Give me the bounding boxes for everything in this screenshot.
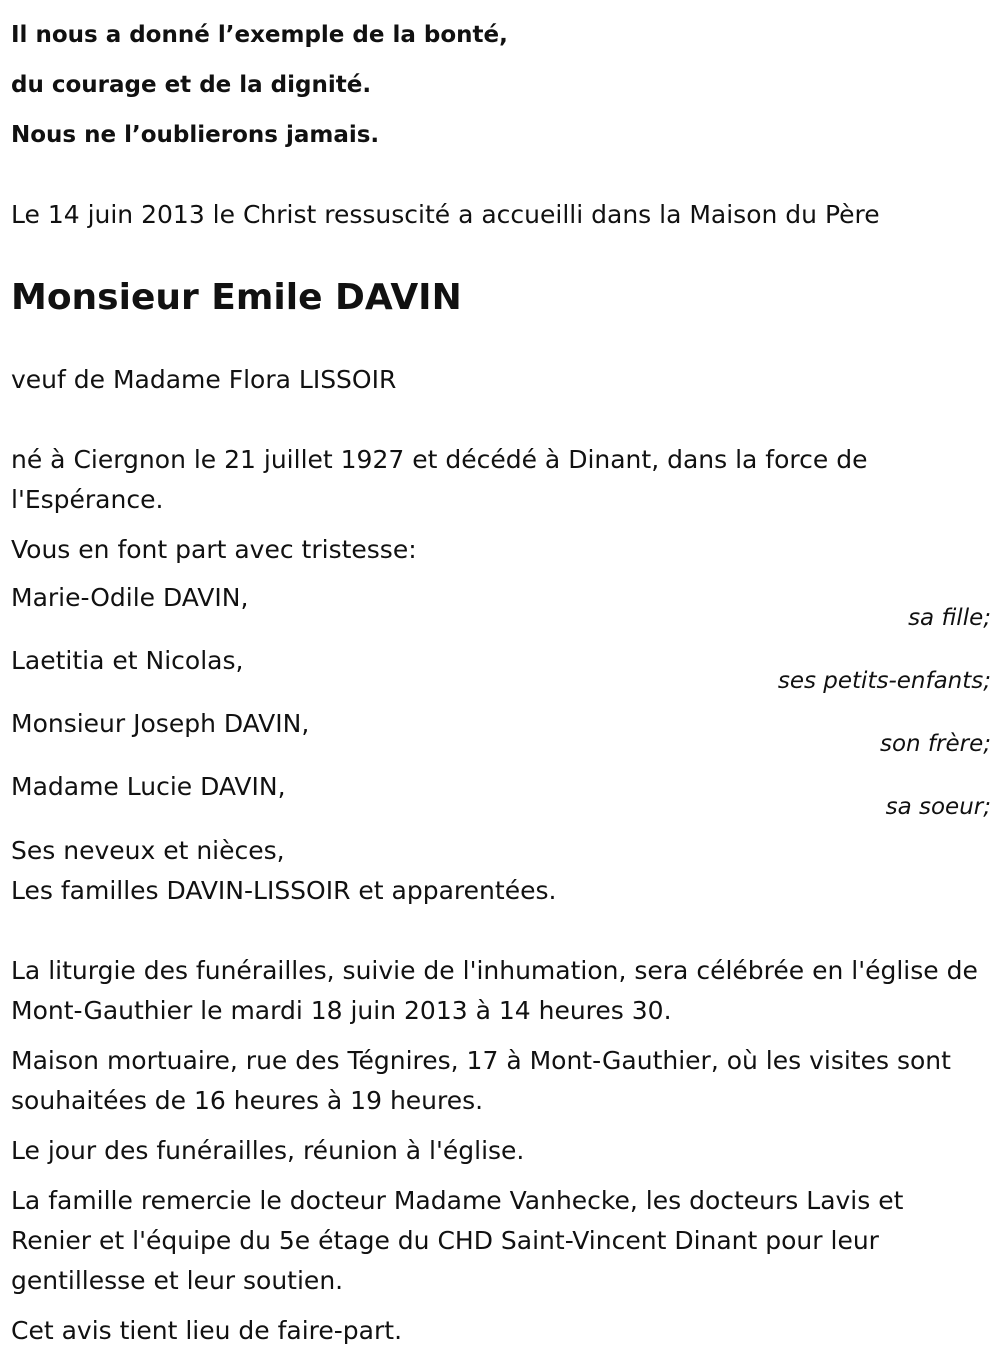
- announcement-text: Vous en font part avec tristesse:: [11, 535, 417, 564]
- epigraph-line: du courage et de la dignité.: [11, 72, 372, 98]
- relative-name: Marie-Odile DAVIN,: [11, 583, 249, 612]
- relative-name: Monsieur Joseph DAVIN,: [11, 709, 310, 738]
- deceased-name: Monsieur Emile DAVIN: [11, 277, 462, 318]
- relative-role: son frère;: [879, 731, 991, 757]
- relative-role: ses petits-enfants;: [777, 668, 991, 694]
- relatives-list: [11, 578, 991, 830]
- relative-entry: [11, 641, 991, 704]
- relative-role: sa fille;: [908, 605, 991, 631]
- relative-name: Madame Lucie DAVIN,: [11, 772, 286, 801]
- other-relatives: [11, 831, 991, 911]
- relative-entry: [11, 767, 991, 830]
- relative-role: sa soeur;: [885, 794, 991, 820]
- funeral-day-text: Le jour des funérailles, réunion à l'église.: [11, 1136, 525, 1165]
- epigraph: [11, 0, 991, 160]
- widow-of: veuf de Madame Flora LISSOIR: [11, 365, 397, 394]
- epigraph-line: Il nous a donné l’exemple de la bonté,: [11, 22, 508, 48]
- thanks-text: La famille remercie le docteur Madame Vanhecke, les docteurs Lavis et Renier et l'équipe du 5e étage du CHD Saint-Vincent Dinant pour leur gentillesse et leur soutien.: [11, 1186, 904, 1295]
- relative-entry: [11, 704, 991, 767]
- other-relatives-line: Ses neveux et nièces,: [11, 836, 285, 865]
- closing-text: Cet avis tient lieu de faire-part.: [11, 1316, 403, 1345]
- intro-text: Le 14 juin 2013 le Christ ressuscité a accueilli dans la Maison du Père: [11, 200, 880, 229]
- birth-death-text: né à Ciergnon le 21 juillet 1927 et décédé à Dinant, dans la force de l'Espérance.: [11, 445, 868, 514]
- relative-entry: [11, 578, 991, 641]
- epigraph-line: Nous ne l’oublierons jamais.: [11, 122, 380, 148]
- mortuary-text: Maison mortuaire, rue des Tégnires, 17 à Mont-Gauthier, où les visites sont souhaitées de 16 heures à 19 heures.: [11, 1046, 951, 1115]
- liturgy-text: La liturgie des funérailles, suivie de l'inhumation, sera célébrée en l'église de Mont-Gauthier le mardi 18 juin 2013 à 14 heures 30.: [11, 956, 978, 1025]
- other-relatives-line: Les familles DAVIN-LISSOIR et apparentées.: [11, 876, 557, 905]
- relative-name: Laetitia et Nicolas,: [11, 646, 244, 675]
